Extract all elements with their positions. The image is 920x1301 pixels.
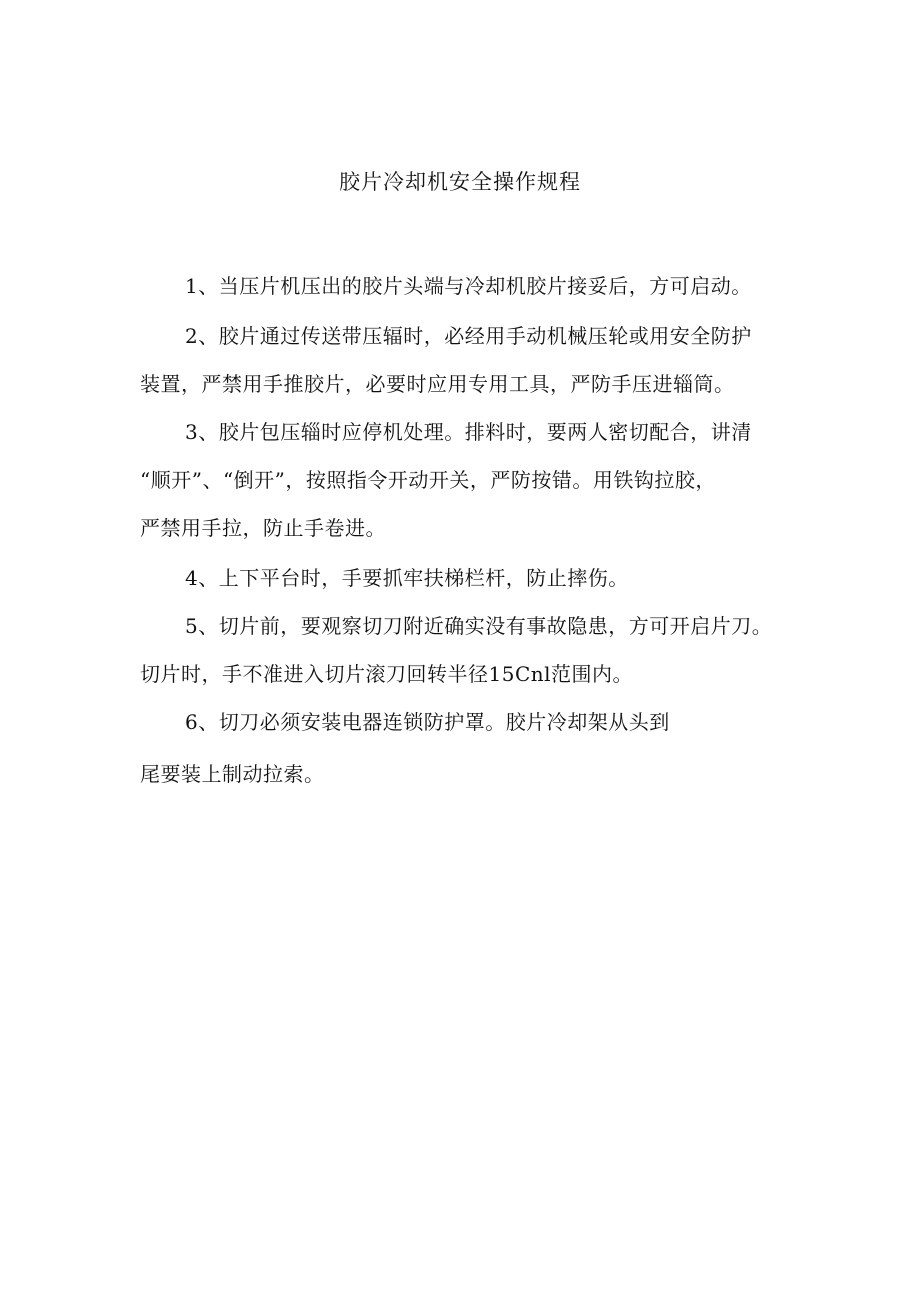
rule-3-line-2: “顺开”、“倒开”，按照指令开动开关，严防按错。用铁钩拉胶，	[140, 468, 716, 492]
rule-2-line-2: 装置，严禁用手推胶片，必要时应用专用工具，严防手压进辎筒。	[140, 372, 735, 396]
rule-6-line-1: 6、切刀必须安装电器连锁防护罩。胶片冷却架从头到	[185, 710, 670, 734]
rule-5-line-2: 切片时，手不准进入切片滚刀回转半径15Cnl范围内。	[140, 662, 634, 686]
rule-5-line-1: 5、切片前，要观察切刀附近确实没有事故隐患，方可开启片刀。	[185, 614, 773, 638]
rule-3-line-3: 严禁用手拉，防止手卷进。	[140, 516, 386, 540]
rule-2-line-1: 2、胶片通过传送带压辐时，必经用手动机械压轮或用安全防护	[185, 324, 752, 348]
document-title: 胶片冷却机安全操作规程	[339, 170, 581, 194]
rule-3-line-1: 3、胶片包压辎时应停机处理。排料时，要两人密切配合，讲清	[185, 420, 752, 444]
rule-6-line-2: 尾要装上制动拉索。	[140, 762, 325, 786]
rule-1-line-1: 1、当压片机压出的胶片头端与冷却机胶片接妥后，方可启动。	[185, 274, 752, 298]
rule-4-line-1: 4、上下平台时，手要抓牢扶梯栏杆，防止摔伤。	[185, 566, 629, 590]
